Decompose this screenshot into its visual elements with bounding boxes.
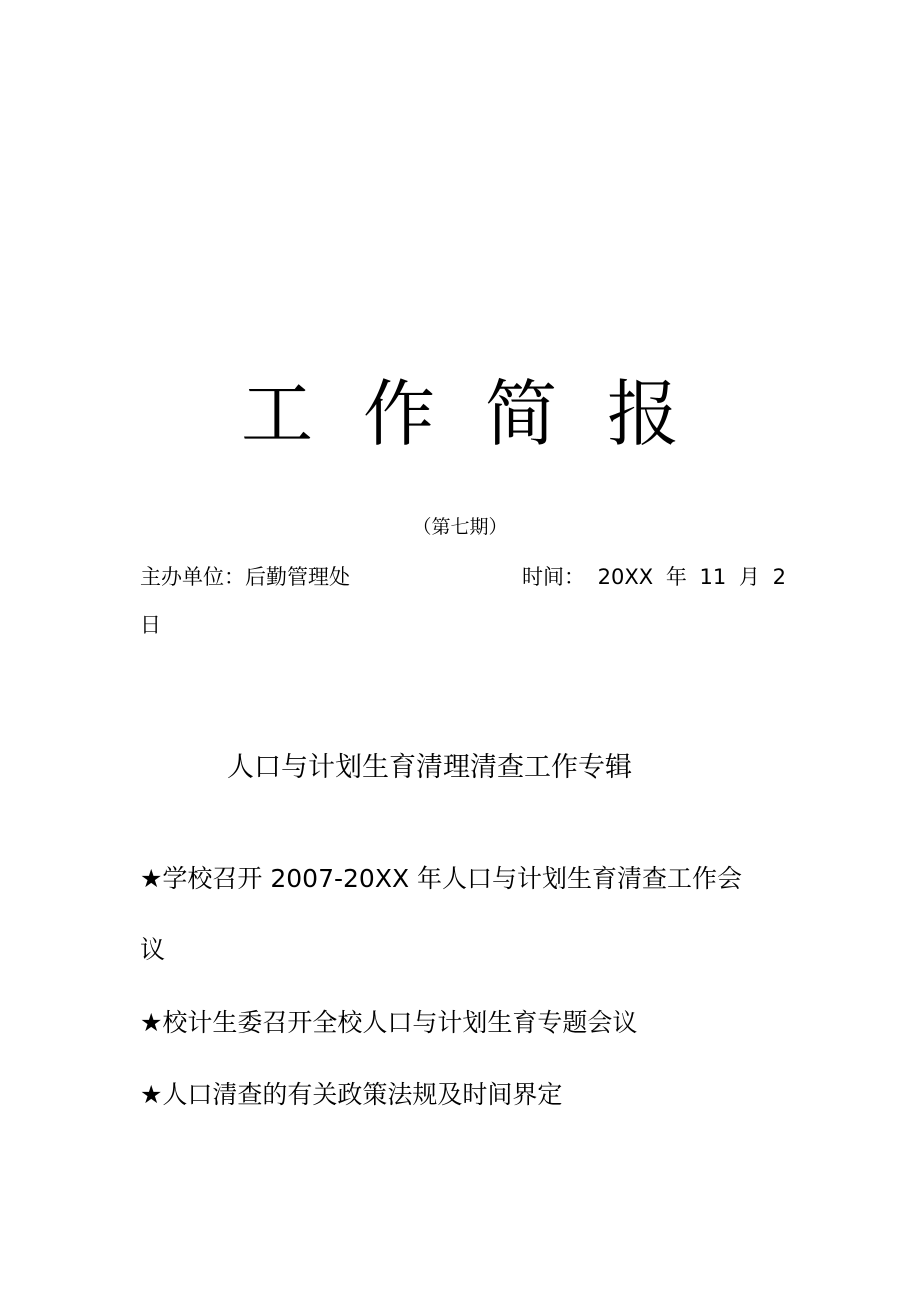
list-item bbox=[140, 862, 742, 896]
publish-time: 时间： 20XX 年 11 月 2 bbox=[522, 565, 786, 589]
list-item bbox=[140, 1078, 562, 1112]
star-icon: ★ bbox=[140, 1008, 163, 1037]
sponsor-line bbox=[140, 563, 785, 591]
list-item-text: 学校召开 2007-20XX 年人口与计划生育清查工作会 bbox=[162, 864, 743, 893]
list-item bbox=[140, 1006, 637, 1040]
publish-time-wrap: 日 bbox=[140, 613, 161, 637]
star-icon: ★ bbox=[140, 864, 163, 893]
list-item-wrap: 议 bbox=[140, 935, 166, 964]
list-item-text: 校计生委召开全校人口与计划生育专题会议 bbox=[162, 1008, 638, 1037]
special-issue-subtitle: 人口与计划生育清理清查工作专辑 bbox=[227, 752, 632, 783]
star-icon: ★ bbox=[140, 1080, 163, 1109]
list-item-text: 人口清查的有关政策法规及时间界定 bbox=[162, 1080, 563, 1109]
issue-number: （第七期） bbox=[412, 516, 508, 538]
document-title: 工作简报 bbox=[240, 372, 729, 456]
sponsor-unit: 主办单位：后勤管理处 bbox=[140, 565, 350, 589]
